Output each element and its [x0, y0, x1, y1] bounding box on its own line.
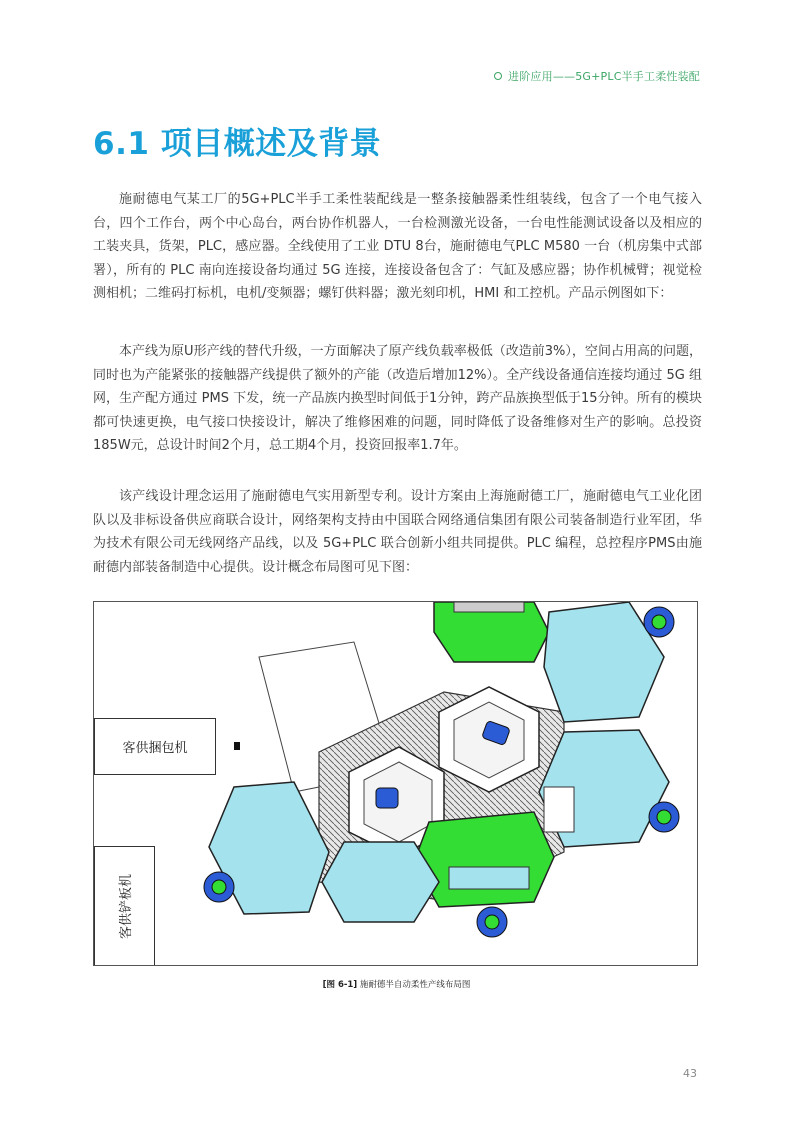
- station-right-mid-pad: [544, 787, 574, 832]
- cobot-left: [376, 788, 398, 808]
- shovel-label: 客供铲板机: [119, 873, 135, 940]
- station-bottom: [414, 812, 554, 907]
- operator-robot-left: [204, 872, 234, 902]
- caption-text: 施耐德半自动柔性产线布局图: [357, 980, 471, 990]
- running-header: [494, 68, 700, 84]
- operator-robot-right-top: [644, 607, 674, 637]
- layout-drawing: [94, 602, 698, 966]
- figure-caption: [0, 978, 793, 990]
- paragraph-upgrade: 本产线为原U形产线的替代升级，一方面解决了原产线负载率极低（改造前3%），空间占用高的问题，同时也为产能紧张的接触器产线提供了额外的产能（改造后增加12%）。全产线设备通信连接均通过 5G 组网，生产配方通过 PMS 下发，统一产品族内换型时间低于1分钟，跨产品族换型低于15分钟。所有的模块都可快速更换，电气接口快接设计，解决了维修困难的问题，同时降低了设备维修对生产的影响。总投资185W元，总设计时间2个月，总工期4个月，投资回报率1.7年。: [93, 344, 702, 454]
- station-bottom-left: [322, 842, 439, 922]
- operator-robot-bottom: [477, 907, 507, 937]
- layout-figure: [93, 601, 698, 966]
- equipment-marker: [234, 742, 240, 750]
- shovel-label-box: [94, 846, 155, 966]
- page-number: 43: [683, 1067, 697, 1080]
- baler-label: 客供捆包机: [122, 741, 188, 756]
- paragraph-design: 该产线设计理念运用了施耐德电气实用新型专利。设计方案由上海施耐德工厂，施耐德电气工业化团队以及非标设备供应商联合设计，网络架构支持由中国联合网络通信集团有限公司装备制造行业军团，华为技术有限公司无线网络产品线，以及 5G+PLC 联合创新小组共同提供。PLC 编程，总控程序PMS由施耐德内部装备制造中心提供。设计概念布局图可见下图：: [93, 489, 702, 575]
- station-top-panel: [454, 602, 524, 612]
- section-title: 6.1 项目概述及背景: [93, 126, 382, 162]
- caption-tag: [图 6-1]: [322, 980, 358, 990]
- bullet-circle-icon: [494, 72, 502, 80]
- operator-robot-right-mid: [649, 802, 679, 832]
- paragraph-overview: 施耐德电气某工厂的5G+PLC半手工柔性装配线是一整条接触器柔性组装线，包含了一个电气接入台，四个工作台，两个中心岛台，两台协作机器人，一台检测激光设备，一台电性能测试设备以及相应的工装夹具，货架，PLC，感应器。全线使用了工业 DTU 8台，施耐德电气PLC M580 一台（机房集中式部署），所有的 PLC 南向连接设备均通过 5G 连接，连接设备包含了：气缸及感应器；协作机械臂；视觉检测相机；二维码打标机，电机/变频器；螺钉供料器；激光刻印机，HMI 和工控机。产品示例图如下：: [93, 192, 702, 302]
- baler-label-box: [94, 718, 216, 775]
- running-title: 进阶应用——5G+PLC半手工柔性装配: [508, 70, 700, 83]
- station-bottom-panel: [449, 867, 529, 889]
